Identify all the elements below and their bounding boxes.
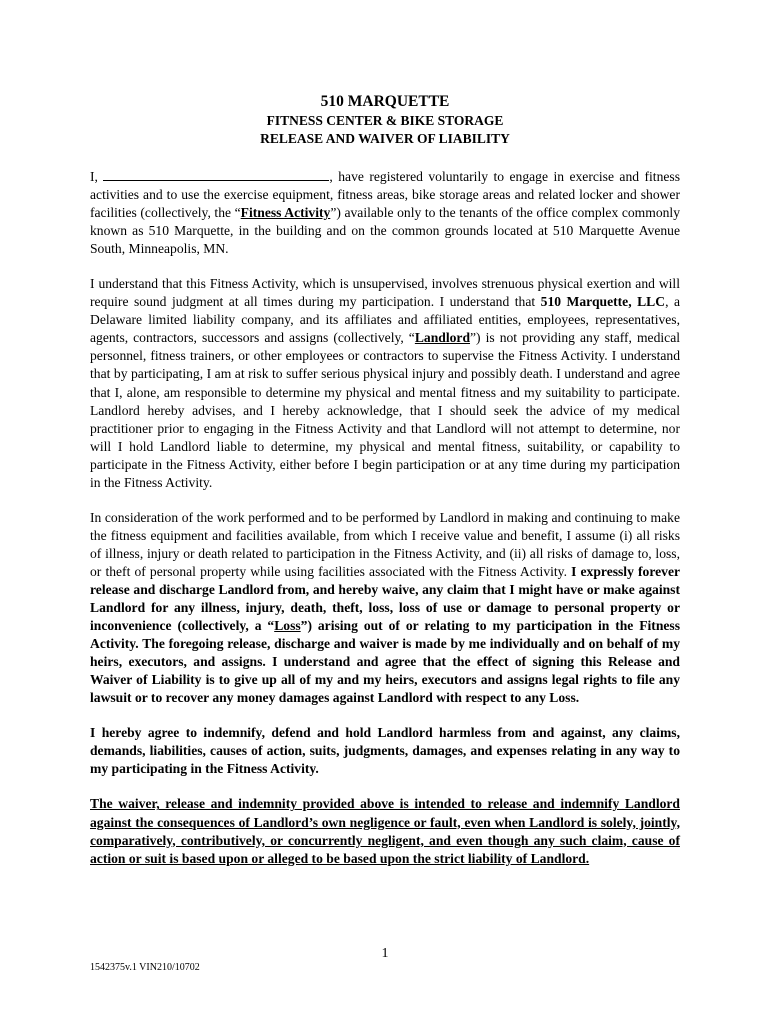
paragraph-1-text-c: ”) available only to the tenants of the office complex commonly known as 510 Marquette, in the building and on the common grounds located at 510 Marquette Avenue South, Minneapolis, MN. [90,205,680,257]
defined-term-loss: Loss [274,618,301,634]
release-clause-part-1: I expressly forever release and discharge Landlord from, and hereby waive, any claim that I might have or make against Landlord for any illness, injury, death, theft, loss, loss of use or damage to personal property or inconvenience (collectively, a “ [90,563,681,634]
document-subtitle-2: RELEASE AND WAIVER OF LIABILITY [260,131,510,146]
paragraph-negligence: The waiver, release and indemnity provided above is intended to release and indemnify Landlord against the consequences of Landlord’s own negligence or fault, even when Landlord is solely, jointly, comparatively, contributively, or concurrently negligent, and even though any such claim, cause of action or suit is based upon or alleged to be based upon the strict liability of Landlord. [90,796,680,866]
paragraph-understanding [90,275,680,492]
defined-term-landlord: Landlord [414,330,471,346]
defined-term-fitness-activity: Fitness Activity [240,205,331,221]
paragraph-2-text-b: , a Delaware limited liability company, and its affiliates and affiliated entities, employees, representatives, agents, contractors, successors and assigns (collectively, “ [90,294,680,346]
paragraph-1-text-a: I, [90,169,98,184]
paragraph-2-text-a: I understand that this Fitness Activity, which is unsupervised, involves strenuous physical exertion and will require sound judgment at all times during my participation. I understand that [90,276,680,310]
paragraph-indemnify: I hereby agree to indemnify, defend and hold Landlord harmless from and against, any claims, demands, liabilities, causes of action, suits, judgments, damages, and expenses relating in any way to my participating in the Fitness Activity. [90,725,680,777]
document-subtitle-1: FITNESS CENTER & BIKE STORAGE [266,113,504,128]
document-id: 1542375v.1 VIN210/10702 [90,962,200,973]
name-blank-line [103,168,329,181]
paragraph-2-text-c: ”) is not providing any staff, medical personnel, fitness trainers, or other employees or contractors to supervise the Fitness Activity. I understand that by participating, I am at risk to suffer serious physical injury and possibly death. I understand and agree that I, alone, am responsible to determine my physical and mental fitness and my suitability to participate. Landlord hereby advises, and I hereby acknowledge, that I should seek the advice of my medical practitioner prior to engaging in the Fitness Activity and that Landlord will not attempt to determine, nor will I hold Landlord liable to determine, my physical and mental fitness, suitability, or capability to participate in the Fitness Activity, either before I begin participation or at any time during my participation in the Fitness Activity. [90,330,680,490]
paragraph-registration [90,168,680,258]
paragraph-consideration [90,509,680,708]
release-clause-part-2: ”) arising out of or relating to my participation in the Fitness Activity. The foregoing release, discharge and waiver is made by me individually and on behalf of my heirs, executors, and assigns. I understand and agree that the effect of signing this Release and Waiver of Liability is to give up all of my and my heirs, executors and assigns legal rights to file any lawsuit or to recover any money damages against Landlord with respect to any Loss. [90,618,680,706]
paragraph-3-text-a: In consideration of the work performed and to be performed by Landlord in making and continuing to make the fitness equipment and facilities available, from which I receive value and benefit, I assume (i) all risks of illness, injury or death related to participation in the Fitness Activity, and (ii) all risks of damage to, loss, or theft of personal property while using facilities associated with the Fitness Activity. [90,509,680,579]
document-content [90,92,680,868]
company-name: 510 Marquette, LLC [540,294,666,310]
paragraph-1-text-b: , have registered voluntarily to engage in exercise and fitness activities and to use the exercise equipment, fitness areas, bike storage areas and related locker and shower facilities (collectively, the “ [90,169,680,221]
page-number: 1 [381,946,389,961]
document-title: 510 MARQUETTE [320,93,450,110]
